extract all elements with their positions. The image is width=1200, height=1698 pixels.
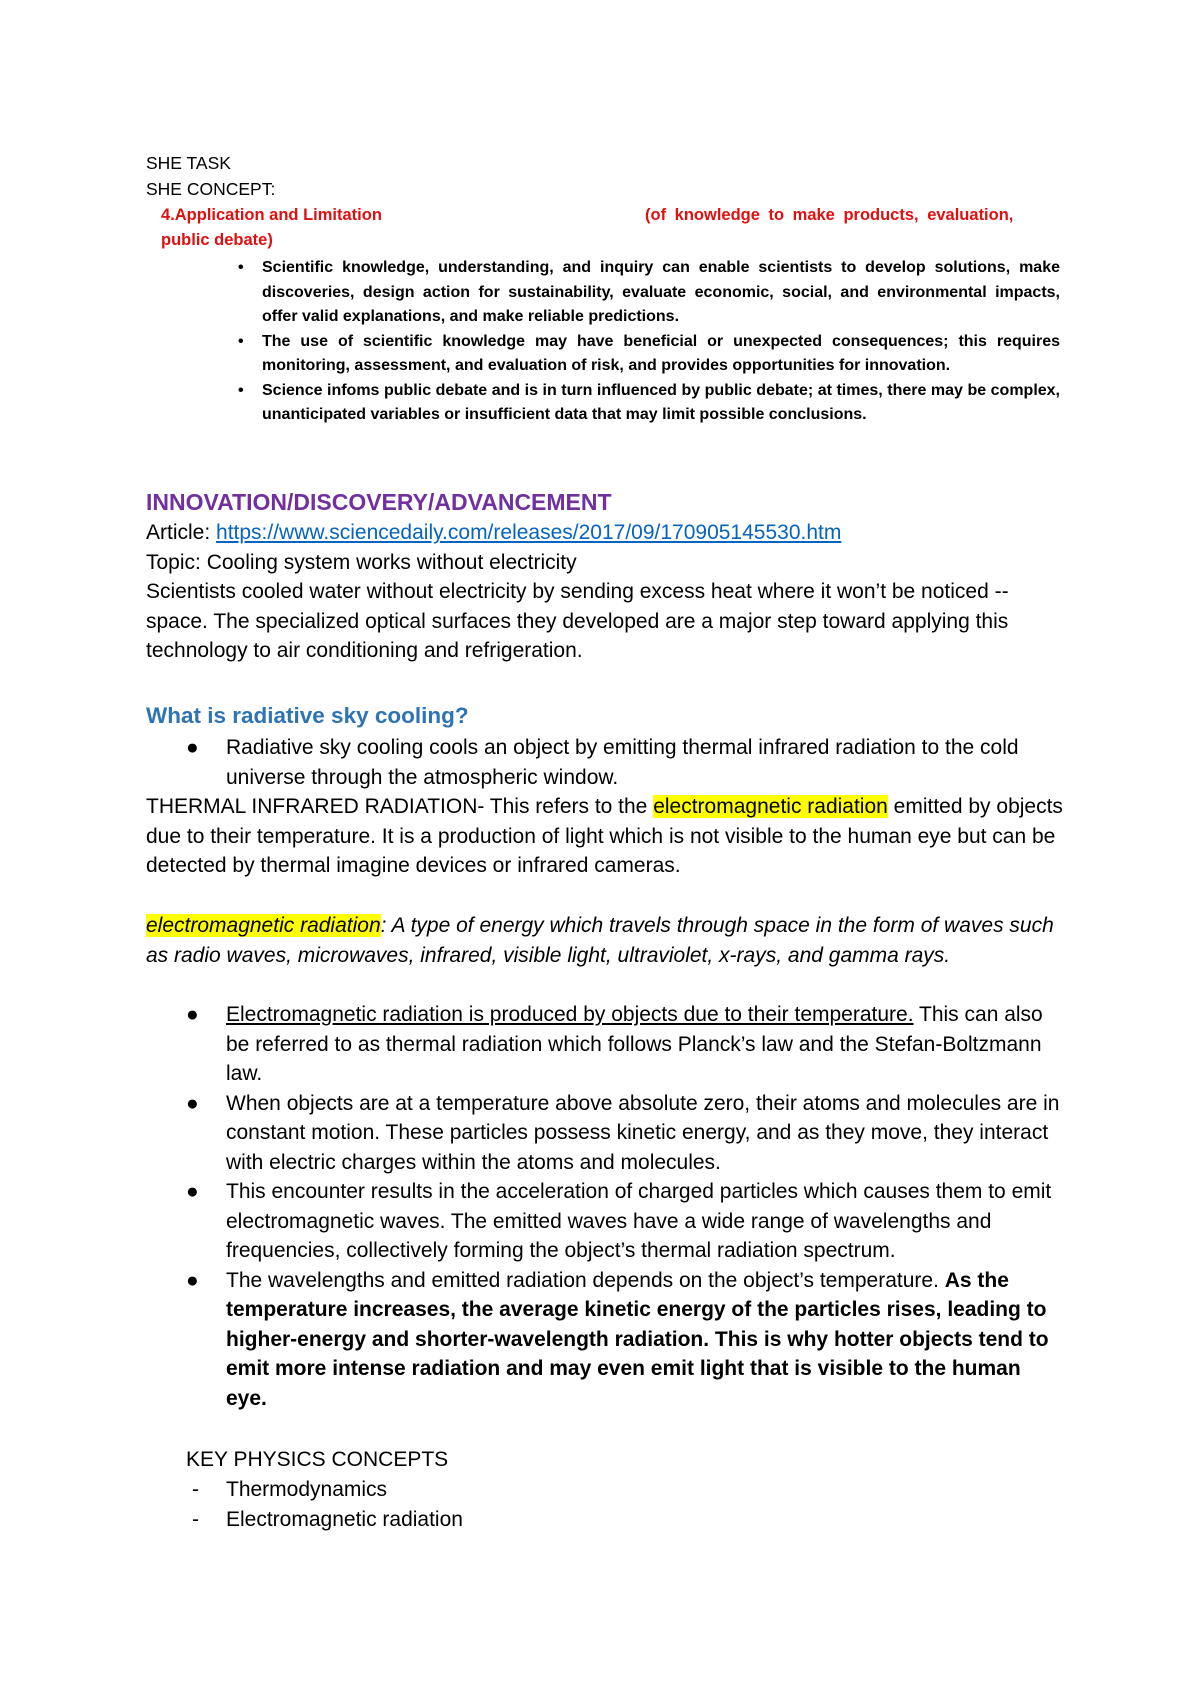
bullet-icon: • [238, 259, 244, 276]
key-concept-text: Thermodynamics [226, 1478, 388, 1501]
concept-title: 4.Application and Limitation [161, 206, 382, 224]
concept-title-continued: public debate) [161, 231, 273, 249]
concept-point-text: Science infoms public debate and is in turn influenced by public debate; at times, there may be complex, unanticipated variables or insufficient data that may limit possible conclusions. [262, 381, 1060, 423]
bullet-icon: ● [186, 1091, 199, 1115]
dash-marker: - [192, 1478, 199, 1501]
thermal-highlight: electromagnetic radiation [653, 795, 888, 818]
em-bullet-text: This encounter results in the acceleration of charged particles which causes them to emit electromagnetic waves. The emitted waves have a wide range of wavelengths and frequencies, collectively forming the object’s thermal radiation spectrum. [226, 1180, 1052, 1262]
bullet-icon: ● [186, 1003, 199, 1026]
key-concept-item [192, 1475, 826, 1505]
bullet-icon: • [238, 332, 244, 350]
innovation-heading: INNOVATION/DISCOVERY/ADVANCEMENT [146, 489, 612, 515]
bullet-icon: ● [186, 1268, 199, 1292]
key-concept-text: Electromagnetic radiation [226, 1507, 463, 1531]
article-label: Article: [146, 521, 217, 544]
dash-marker: - [192, 1507, 199, 1531]
em-bullet-text: The wavelengths and emitted radiation depends on the object’s temperature. [226, 1268, 945, 1292]
bullet-icon: • [238, 381, 244, 399]
em-bullets [186, 1000, 1066, 1413]
em-bullet [186, 1177, 1066, 1266]
radiative-heading: What is radiative sky cooling? [146, 703, 469, 728]
article-summary: Scientists cooled water without electricity by sending excess heat where it won’t be noticed -- space. The specialized optical surfaces they developed are a major step toward applying this technology to air conditioning and refrigeration. [146, 580, 1009, 662]
concept-point [238, 330, 1060, 379]
concept-point [238, 256, 1060, 330]
em-definition-text: : A type of energy which travels through space in the form of waves such as radio waves, microwaves, infrared, visible light, ultraviolet, x-rays, and gamma rays. [146, 914, 1054, 967]
concept-points-list [238, 256, 1060, 428]
em-bullet [186, 1266, 1066, 1414]
em-bullet-underlined: Electromagnetic radiation is produced by objects due to their temperature. [226, 1003, 914, 1026]
thermal-suffix: emitted by objects due to their temperature. It is a production of light which is not visible to the human eye but can be detected by thermal imagine devices or infrared cameras. [146, 795, 1063, 877]
she-concept-label: SHE CONCEPT: [146, 179, 276, 199]
em-bullet-text: When objects are at a temperature above absolute zero, their atoms and molecules are in constant motion. These particles possess kinetic energy, and as they move, they interact with electric charges within the atoms and molecules. [226, 1091, 1060, 1174]
em-bullet [186, 1000, 1066, 1089]
article-line [146, 518, 1076, 548]
em-bullet [186, 1089, 1066, 1178]
thermal-prefix: THERMAL INFRARED RADIATION- This refers to the [146, 795, 654, 818]
concept-point-text: The use of scientific knowledge may have beneficial or unexpected consequences; this requires monitoring, assessment, and evaluation of risk, and provides opportunities for innovation. [262, 332, 1060, 374]
she-task-label: SHE TASK [146, 153, 231, 173]
concept-title-right: (of knowledge to make products, evaluation, [645, 206, 1014, 224]
bullet-icon: ● [186, 736, 199, 759]
em-term: electromagnetic radiation [146, 914, 381, 937]
article-link[interactable]: https://www.sciencedaily.com/releases/2017/09/170905145530.htm [216, 521, 842, 544]
radiative-bullet-text: Radiative sky cooling cools an object by emitting thermal infrared radiation to the cold universe through the atmospheric window. [226, 736, 1019, 789]
bullet-icon: ● [186, 1180, 199, 1203]
radiative-bullet [186, 733, 1066, 792]
concept-point [238, 379, 1060, 428]
em-bullet-bold: As the temperature increases, the average kinetic energy of the particles rises, leading to higher-energy and shorter-wavelength radiation. This is why hotter objects tend to emit more intense radiation and may even emit light that is visible to the human eye. [226, 1268, 1049, 1410]
thermal-infrared-paragraph [146, 792, 1066, 881]
em-definition [146, 911, 1056, 970]
key-concepts-list [192, 1475, 826, 1534]
article-topic: Topic: Cooling system works without electricity [146, 551, 577, 574]
key-concepts-heading: KEY PHYSICS CONCEPTS [186, 1448, 449, 1471]
key-concept-item [192, 1505, 826, 1535]
em-bullet-text: This can also be referred to as thermal radiation which follows Planck’s law and the Stefan-Boltzmann law. [226, 1003, 1043, 1085]
concept-point-text: Scientific knowledge, understanding, and inquiry can enable scientists to develop solutions, make discoveries, design action for sustainability, evaluate economic, social, and environmental impacts, offer valid explanations, and make reliable predictions. [262, 259, 1060, 325]
